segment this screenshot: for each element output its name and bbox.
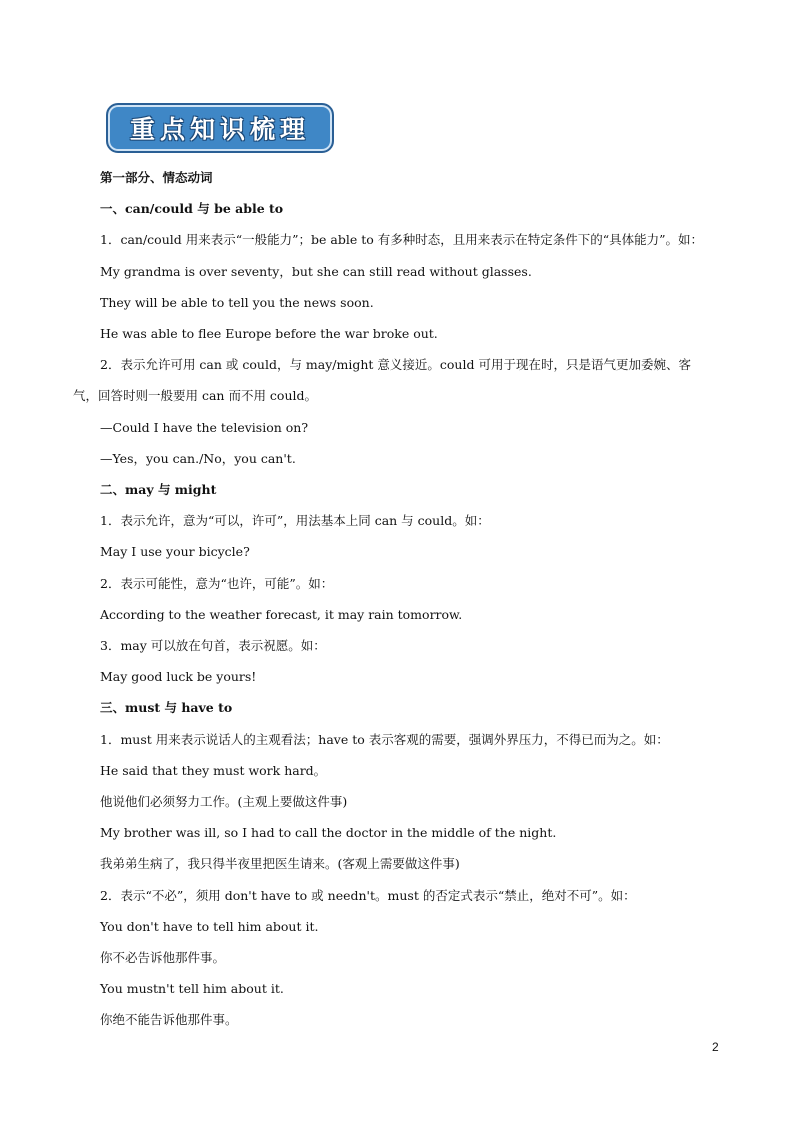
section-heading: 一、can/could 与 be able to	[100, 201, 284, 217]
section-heading: 第一部分、情态动词	[100, 170, 213, 185]
page-number: 2	[712, 1040, 719, 1054]
text-line: 2．表示“不必”，须用 don't have to 或 needn't。must 的否定式表示“禁止，绝对不可”。如：	[100, 887, 636, 903]
text-line: 你绝不能告诉他那件事。	[100, 1012, 238, 1028]
text-line: You mustn't tell him about it.	[100, 981, 284, 997]
text-line: According to the weather forecast, it may rain tomorrow.	[100, 606, 463, 622]
text-line: They will be able to tell you the news soon.	[100, 294, 374, 310]
text-line: My grandma is over seventy，but she can still read without glasses.	[100, 263, 532, 279]
text-line: —Yes，you can./No，you can't.	[100, 450, 296, 466]
text-line: 1．can/could 用来表示“一般能力”；be able to 有多种时态，且用来表示在特定条件下的“具体能力”。如：	[100, 232, 703, 248]
text-line: 我弟弟生病了，我只得半夜里把医生请来。(客观上需要做这件事)	[100, 856, 460, 872]
text-line: He said that they must work hard。	[100, 762, 327, 778]
section-banner	[106, 103, 334, 153]
document-body	[73, 162, 725, 1036]
text-line: 3．may 可以放在句首，表示祝愿。如：	[100, 638, 326, 654]
text-line: —Could I have the television on?	[100, 419, 309, 435]
text-line: 气，回答时则一般要用 can 而不用 could。	[73, 388, 318, 404]
text-line: 你不必告诉他那件事。	[100, 950, 226, 966]
text-line: 1．表示允许，意为“可以，许可”，用法基本上同 can 与 could。如：	[100, 513, 490, 529]
text-line: He was able to flee Europe before the war broke out.	[100, 326, 438, 342]
section-heading: 二、may 与 might	[100, 482, 217, 498]
text-line: My brother was ill, so I had to call the doctor in the middle of the night.	[100, 825, 557, 841]
text-line: 1．must 用来表示说话人的主观看法；have to 表示客观的需要，强调外界压力，不得已而为之。如：	[100, 731, 669, 747]
text-line: 他说他们必须努力工作。(主观上要做这件事)	[100, 794, 348, 810]
section-heading: 三、must 与 have to	[100, 700, 233, 716]
text-line: You don't have to tell him about it.	[100, 918, 319, 934]
text-line: May good luck be yours!	[100, 669, 257, 685]
text-line: 2．表示允许可用 can 或 could，与 may/might 意义接近。could 可用于现在时，只是语气更加委婉、客	[100, 357, 691, 373]
text-line: May I use your bicycle?	[100, 544, 250, 560]
banner-title: 重点知识梳理	[129, 115, 310, 144]
text-line: 2．表示可能性，意为“也许，可能”。如：	[100, 575, 334, 591]
